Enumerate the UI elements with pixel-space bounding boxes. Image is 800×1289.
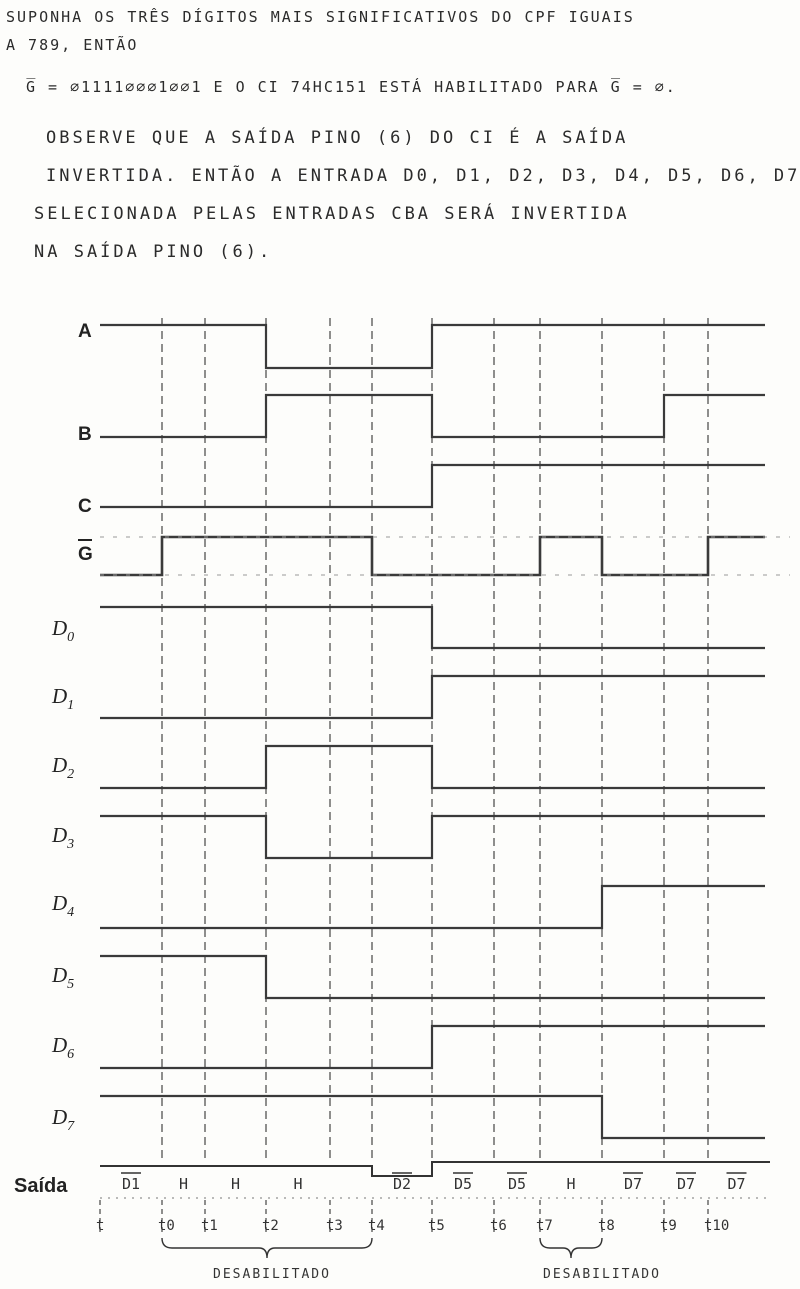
saida-label: Saída — [14, 1175, 68, 1197]
saida-trace — [100, 1162, 770, 1176]
time-label: t2 — [262, 1218, 279, 1234]
waveform-c — [100, 465, 765, 507]
waveforms — [100, 325, 790, 1138]
waveform-b — [100, 395, 765, 437]
time-label: t6 — [490, 1218, 507, 1234]
note-line-4: OBSERVE QUE A SAÍDA PINO (6) DO CI É A SAÍDA — [46, 128, 629, 148]
signal-label-d2: $D_2$ — [52, 753, 75, 782]
time-label: t0 — [158, 1218, 175, 1234]
signal-label-d7: $D_7$ — [52, 1105, 75, 1134]
time-axis — [96, 1200, 729, 1282]
note-line-7: NA SAÍDA PINO (6). — [34, 242, 273, 262]
saida-value: D2 — [392, 1175, 412, 1193]
time-label: t3 — [326, 1218, 343, 1234]
saida-value: D5 — [507, 1175, 527, 1193]
waveform-d6 — [100, 1026, 765, 1068]
signal-label-b: B — [78, 424, 92, 445]
waveform-a — [100, 325, 765, 368]
note-line-6: SELECIONADA PELAS ENTRADAS CBA SERÁ INVERTIDA — [34, 204, 630, 224]
signal-label-a: A — [78, 321, 92, 342]
saida-value: D5 — [453, 1175, 473, 1193]
saida-value: H — [566, 1175, 576, 1193]
time-label: t9 — [660, 1218, 677, 1234]
saida-value: H — [178, 1175, 189, 1193]
disabled-brace-1 — [162, 1238, 372, 1258]
saida-value: D1 — [121, 1175, 141, 1193]
time-label: t8 — [598, 1218, 615, 1234]
time-label: t4 — [368, 1218, 385, 1234]
disabled-brace-2 — [540, 1238, 602, 1258]
time-label: t5 — [428, 1218, 445, 1234]
signal-label-d6: $D_6$ — [52, 1033, 75, 1062]
note-line-2: A 789, ENTÃO — [6, 36, 139, 54]
time-label: t10 — [704, 1218, 730, 1234]
saida-value: D7 — [623, 1175, 643, 1193]
time-label: t7 — [536, 1218, 553, 1234]
saida-value: H — [293, 1175, 303, 1193]
waveform-d3 — [100, 816, 765, 858]
note-line-1: SUPONHA OS TRÊS DÍGITOS MAIS SIGNIFICATIVOS DO CPF IGUAIS — [6, 8, 635, 26]
signal-label-c: C — [78, 496, 92, 517]
disabled-label-1: DESABILITADO — [213, 1267, 331, 1282]
signal-label-d3: $D_3$ — [52, 823, 75, 852]
time-label: t — [96, 1218, 105, 1234]
signal-label-d5: $D_5$ — [52, 963, 75, 992]
waveform-d1 — [100, 676, 765, 718]
signal-label-d1: $D_1$ — [52, 684, 75, 713]
waveform-d2 — [100, 746, 765, 788]
signal-label-d0: $D_0$ — [52, 616, 75, 645]
saida-value: D7 — [727, 1175, 746, 1193]
saida-row — [14, 1162, 770, 1198]
time-label: t1 — [201, 1218, 218, 1234]
signal-label-d4: $D_4$ — [52, 891, 75, 920]
time-grid — [162, 318, 708, 1160]
waveform-d0 — [100, 607, 765, 648]
disabled-label-2: DESABILITADO — [543, 1267, 661, 1282]
signal-labels — [51, 321, 93, 1134]
signal-label-g: G — [78, 544, 93, 565]
saida-value: H — [230, 1175, 241, 1193]
note-line-5: INVERTIDA. ENTÃO A ENTRADA D0, D1, D2, D3, D4, D5, D6, D7 — [46, 166, 800, 186]
saida-value: D7 — [676, 1175, 696, 1193]
note-line-3: G̅ = ∅1111∅∅∅1∅∅1 E O CI 74HC151 ESTÁ HABILITADO PARA G̅ = ∅. — [26, 78, 677, 96]
